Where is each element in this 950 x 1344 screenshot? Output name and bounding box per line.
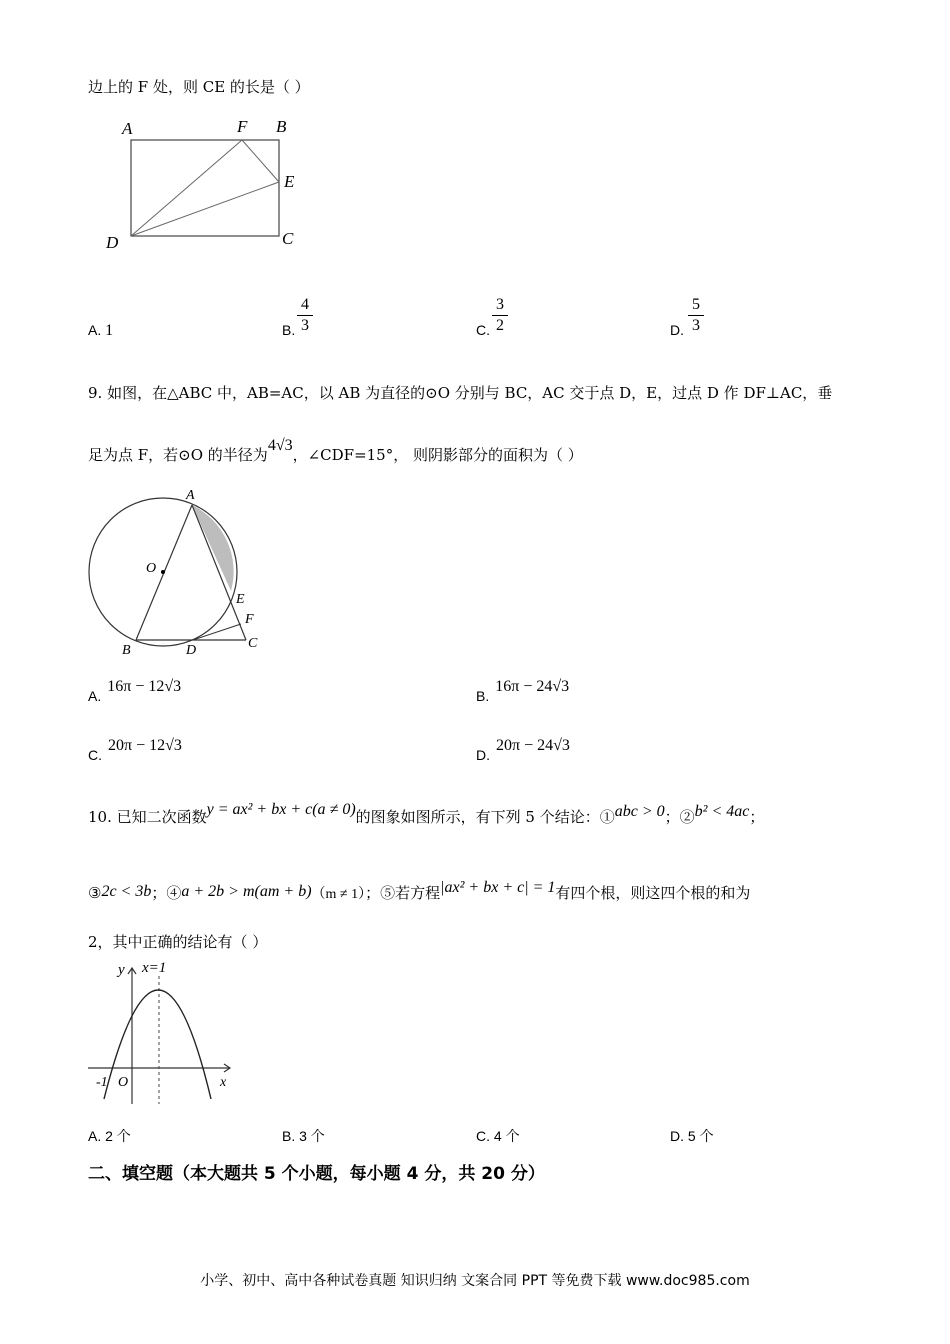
label-C: C <box>282 229 294 248</box>
page-footer: 小学、初中、高中各种试卷真题 知识归纳 文案合同 PPT 等免费下载 www.doc985.com <box>200 1273 750 1289</box>
label-D: D <box>106 233 119 252</box>
section-2-heading: 二、填空题（本大题共 5 个小题，每小题 4 分，共 20 分） <box>88 1164 545 1184</box>
q10-option-d[interactable]: D. 5 个 <box>670 1128 714 1144</box>
q10-conclusion-1: abc > 0 <box>614 803 665 820</box>
q10-conclusion-2: b² < 4ac <box>694 803 750 820</box>
q9-option-d[interactable]: D.20π − 24√3 <box>476 737 570 763</box>
q8-option-a[interactable]: A. 1 <box>88 322 114 339</box>
label-y: y <box>118 962 125 978</box>
label-F: F <box>237 117 248 136</box>
q8-option-b-fraction: 4 3 <box>297 296 313 335</box>
q9-radius: 4√3 <box>267 437 293 454</box>
q10-option-b[interactable]: B. 3 个 <box>282 1128 325 1144</box>
label-C: C <box>248 636 258 651</box>
label-axis-of-symmetry: x=1 <box>142 960 167 976</box>
label-x: x <box>220 1075 227 1090</box>
q9-option-c[interactable]: C.20π − 12√3 <box>88 737 182 763</box>
q8-option-b[interactable]: B. <box>282 322 296 338</box>
label-minus-one: -1 <box>96 1075 108 1090</box>
label-A: A <box>186 488 195 503</box>
q9-option-a[interactable]: A.16π − 12√3 <box>88 678 182 704</box>
q10-conclusion-5: |ax² + bx + c| = 1 <box>440 879 556 896</box>
q9-line2: 足为点 F，若⊙O 的半径为4√3，∠CDF=15°， 则阴影部分的面积为（ ） <box>88 437 583 464</box>
q8-option-d[interactable]: D. <box>670 322 684 338</box>
q8-option-c[interactable]: C. <box>476 322 490 338</box>
q10-parabola-graph <box>84 956 244 1106</box>
q9-line1: 9. 如图，在△ABC 中，AB=AC，以 AB 为直径的⊙O 分别与 BC，AC 交于点 D，E，过点 D 作 DF⊥AC，垂 <box>88 384 833 402</box>
q10-line3: 2，其中正确的结论有（ ） <box>88 933 268 951</box>
q8-option-c-fraction: 3 2 <box>492 296 508 335</box>
q9-option-b[interactable]: B.16π − 24√3 <box>476 678 570 704</box>
q10-conclusion-4: a + 2b > m(am + b) <box>181 883 312 900</box>
label-D: D <box>186 643 197 658</box>
q10-conclusion-3: 2c < 3b <box>101 883 152 900</box>
q10-option-c[interactable]: C. 4 个 <box>476 1128 520 1144</box>
q10-function: y = ax² + bx + c(a ≠ 0) <box>206 801 356 818</box>
q10-line2: ③2c < 3b；④a + 2b > m(am + b)（m ≠ 1）；⑤若方程|ax² + bx + c| = 1有四个根，则这四个根的和为 <box>88 879 751 902</box>
q8-rectangle-figure <box>100 112 320 257</box>
q10-option-a[interactable]: A. 2 个 <box>88 1128 131 1144</box>
label-E: E <box>284 172 295 191</box>
label-A: A <box>122 119 133 138</box>
q10-line1: 10. 已知二次函数y = ax² + bx + c(a ≠ 0)的图象如图所示，有下列 5 个结论：①abc > 0；②b² < 4ac； <box>88 801 765 826</box>
label-B: B <box>276 117 287 136</box>
label-E: E <box>236 592 245 607</box>
label-O: O <box>146 561 157 576</box>
label-F: F <box>245 612 254 627</box>
q8-option-d-fraction: 5 3 <box>688 296 704 335</box>
label-B: B <box>122 643 131 658</box>
q8-text: 边上的 F 处，则 CE 的长是（ ） <box>88 78 310 96</box>
label-origin: O <box>118 1075 129 1090</box>
q9-circle-figure <box>86 484 276 659</box>
